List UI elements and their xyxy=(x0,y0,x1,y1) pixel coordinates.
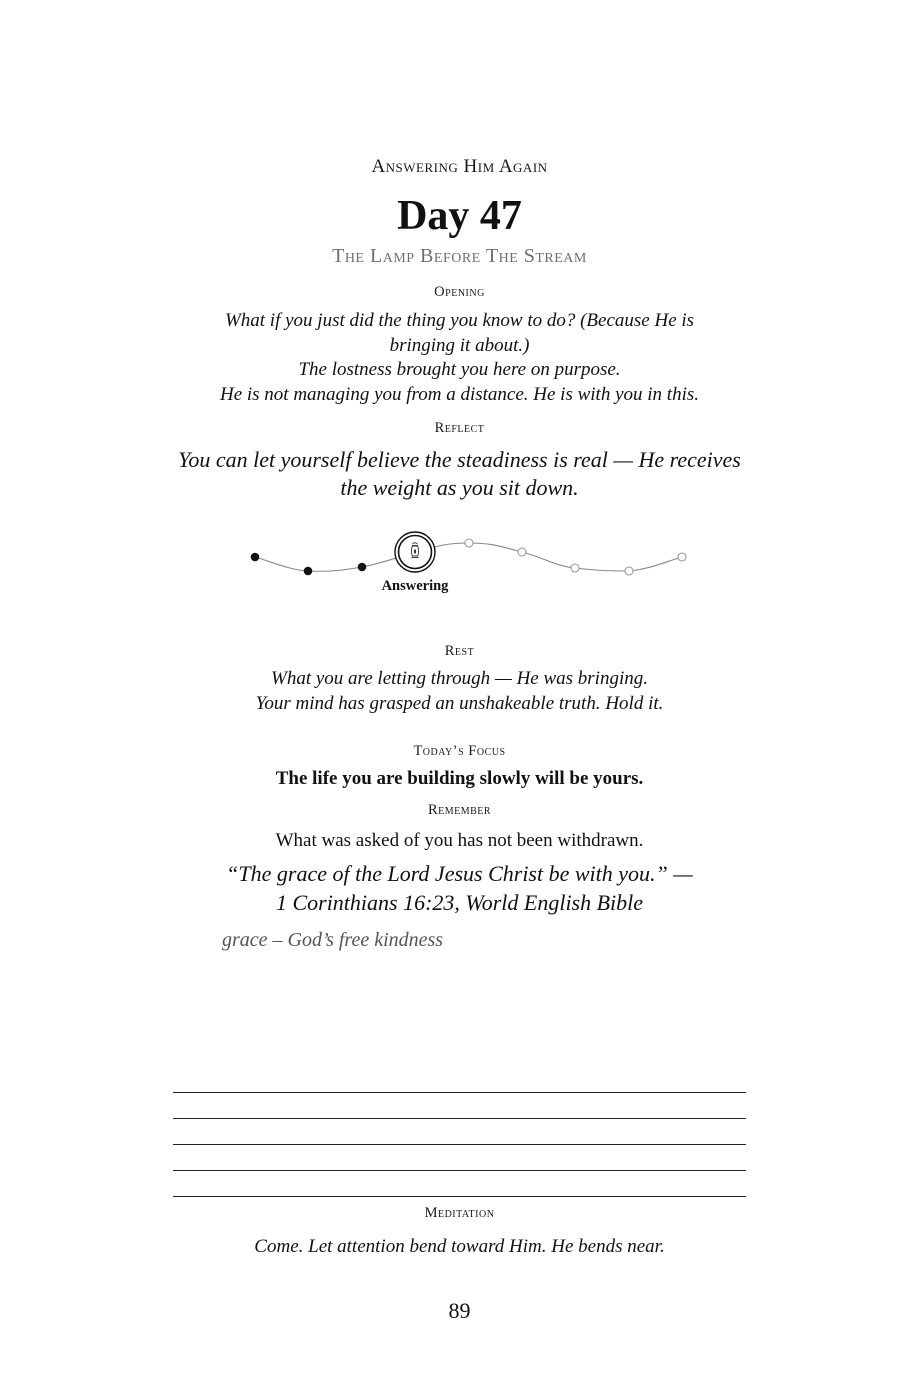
rest-label: Rest xyxy=(444,643,475,659)
opening-text xyxy=(0,309,919,407)
current-step-label: Answering xyxy=(381,578,449,594)
progress-dots xyxy=(251,539,686,575)
day-subtitle: The Lamp Before The Stream xyxy=(332,245,587,267)
meditation-label: Meditation xyxy=(424,1205,495,1221)
reflect-line: You can let yourself believe the steadiness is real — He receives xyxy=(178,447,741,472)
upcoming-step-dot xyxy=(465,539,473,547)
scripture-verse xyxy=(0,859,919,917)
reflect-line: the weight as you sit down. xyxy=(340,475,579,500)
journal-line xyxy=(173,1092,746,1093)
completed-step-dot xyxy=(358,563,367,572)
opening-label: Opening xyxy=(434,284,485,300)
meditation-text: Come. Let attention bend toward Him. He bends near. xyxy=(254,1236,665,1257)
opening-line: The lostness brought you here on purpose. xyxy=(298,359,621,380)
focus-text: The life you are building slowly will be yours. xyxy=(275,768,644,789)
journal-line xyxy=(173,1118,746,1119)
remember-label: Remember xyxy=(427,802,492,818)
current-step-marker xyxy=(395,532,435,572)
journal-line xyxy=(173,1170,746,1171)
journal-line xyxy=(173,1144,746,1145)
opening-line: bringing it about.) xyxy=(389,334,530,356)
page-number: 89 xyxy=(448,1298,471,1323)
progress-path xyxy=(0,520,919,610)
rest-text xyxy=(0,667,919,716)
series-title: Answering Him Again xyxy=(371,156,548,177)
verse-line: “The grace of the Lord Jesus Christ be with you.” — xyxy=(226,861,693,886)
completed-step-dot xyxy=(251,553,260,562)
reflect-text xyxy=(0,446,919,502)
rest-line: What you are letting through — He was bringing. xyxy=(271,668,648,689)
completed-step-dot xyxy=(304,567,313,576)
upcoming-step-dot xyxy=(518,548,526,556)
journal-line xyxy=(173,1196,746,1197)
upcoming-step-dot xyxy=(571,564,579,572)
upcoming-step-dot xyxy=(625,567,633,575)
reflect-label: Reflect xyxy=(434,420,485,436)
word-gloss: grace – God’s free kindness xyxy=(222,929,444,951)
rest-line: Your mind has grasped an unshakeable truth. Hold it. xyxy=(255,692,664,714)
verse-line: 1 Corinthians 16:23, World English Bible xyxy=(275,890,644,915)
day-title: Day 47 xyxy=(397,193,522,239)
upcoming-step-dot xyxy=(678,553,686,561)
opening-line: What if you just did the thing you know to do? (Because He is xyxy=(224,310,695,331)
remember-text: What was asked of you has not been withdrawn. xyxy=(275,830,644,851)
opening-line: He is not managing you from a distance. He is with you in this. xyxy=(219,383,700,405)
focus-label: Today’s Focus xyxy=(413,743,506,759)
